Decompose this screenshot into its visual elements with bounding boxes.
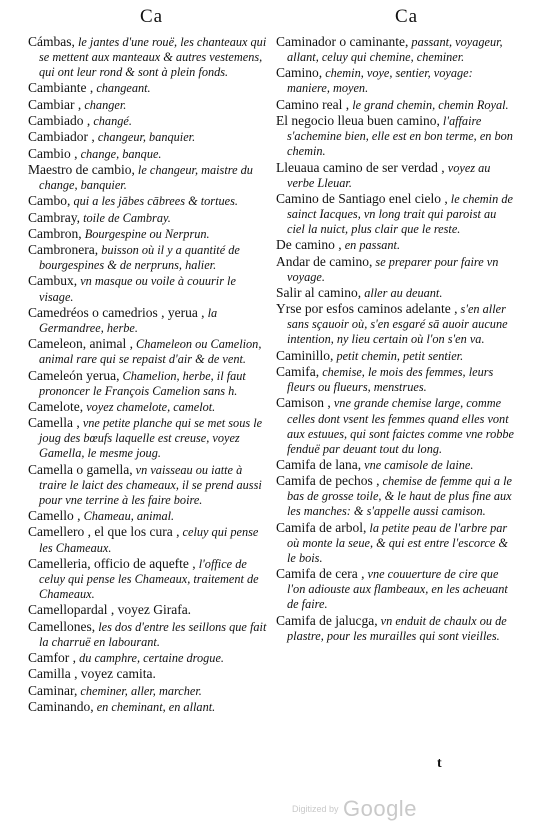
entry-headword: Caminillo, bbox=[276, 347, 334, 363]
entry-translation: se preparer pour faire vn voyage. bbox=[287, 254, 499, 284]
entry-headword: Cambronera, bbox=[28, 242, 99, 258]
entry-headword: Cambiar , bbox=[28, 96, 82, 112]
left-column bbox=[28, 34, 268, 715]
entry-translation: celuy qui pense les Chameaux. bbox=[39, 525, 259, 555]
entry-headword: Cambron, bbox=[28, 225, 82, 241]
dictionary-entry bbox=[276, 364, 514, 395]
dictionary-entry bbox=[28, 336, 268, 367]
dictionary-entry bbox=[276, 457, 514, 473]
entry-translation: l'office de celuy qui pense les Chameaux, traitement de Chameaux. bbox=[39, 556, 259, 602]
entry-headword: Camison , bbox=[276, 395, 331, 411]
right-column bbox=[276, 34, 514, 644]
dictionary-entry bbox=[28, 193, 268, 209]
entry-translation: les dos d'entre les seillons que fait la charruë en labourant. bbox=[39, 619, 267, 649]
dictionary-entry bbox=[276, 395, 514, 456]
entry-headword: Lleuaua camino de ser verdad , bbox=[276, 159, 445, 175]
entry-translation: changeur, banquier. bbox=[97, 130, 196, 145]
dictionary-entry bbox=[276, 34, 514, 65]
dictionary-entry bbox=[28, 399, 268, 415]
watermark-prefix: Digitized by bbox=[292, 804, 339, 814]
entry-translation: du camphre, certaine drogue. bbox=[79, 650, 224, 665]
entry-headword: Camino real , bbox=[276, 96, 350, 112]
entry-headword: Camelote, bbox=[28, 398, 84, 414]
dictionary-entry bbox=[276, 254, 514, 285]
dictionary-entry bbox=[276, 191, 514, 237]
dictionary-entry bbox=[28, 113, 268, 129]
entry-translation: vne petite planche qui se met sous le joug des bœufs laquelle est creuse, voyez Gamella, le mesme joug. bbox=[39, 416, 263, 461]
entry-headword: Cambiado , bbox=[28, 113, 91, 129]
entry-headword: Camifa de pechos , bbox=[276, 473, 380, 489]
dictionary-entry bbox=[28, 129, 268, 145]
dictionary-entry bbox=[28, 683, 268, 699]
entry-translation: toile de Cambray. bbox=[83, 210, 171, 225]
entry-headword: Camifa de lana, bbox=[276, 456, 362, 472]
entry-headword: Cameleón yerua, bbox=[28, 367, 120, 383]
dictionary-entry bbox=[28, 273, 268, 304]
entry-translation: Bourgespine ou Nerprun. bbox=[84, 226, 210, 241]
dictionary-entry bbox=[276, 301, 514, 347]
entry-headword: Camellopardal , voyez Girafa. bbox=[28, 602, 192, 618]
entry-headword: Camellero , el que los cura , bbox=[28, 524, 180, 540]
entry-translation: en passant. bbox=[344, 238, 401, 253]
dictionary-entry bbox=[28, 162, 268, 193]
dictionary-entry bbox=[28, 666, 268, 682]
dictionary-entry bbox=[28, 508, 268, 524]
entry-translation: la Germandree, herbe. bbox=[39, 305, 218, 335]
google-logo: Google bbox=[342, 796, 417, 821]
entry-headword: Cameleon, animal , bbox=[28, 336, 133, 352]
entry-headword: Cambo, bbox=[28, 193, 71, 209]
dictionary-entry bbox=[28, 650, 268, 666]
entry-translation: Chameau, animal. bbox=[83, 509, 175, 524]
dictionary-entry bbox=[28, 242, 268, 273]
dictionary-entry bbox=[276, 113, 514, 159]
entry-translation: vne couuerture de cire que l'on adiouste aux flambeaux, en les acheuant de faire. bbox=[287, 567, 508, 612]
entry-translation: voyez au verbe Lleuar. bbox=[287, 160, 491, 190]
entry-headword: Camelleria, officio de aquefte , bbox=[28, 555, 196, 571]
entry-translation: changé. bbox=[93, 114, 132, 129]
entry-translation: vn enduit de chaulx ou de plastre, pour les murailles qui sont vieilles. bbox=[287, 613, 507, 643]
dictionary-entry bbox=[28, 305, 268, 336]
entry-headword: Camifa, bbox=[276, 364, 320, 380]
dictionary-entry bbox=[28, 415, 268, 461]
entry-translation: Chameleon ou Camelion, animal rare qui se repaist d'air & de vent. bbox=[39, 337, 262, 367]
entry-headword: Cambux, bbox=[28, 273, 78, 289]
entry-headword: Andar de camino, bbox=[276, 253, 373, 269]
entry-translation: vne camisole de laine. bbox=[364, 457, 474, 472]
dictionary-entry bbox=[276, 566, 514, 612]
entry-translation: aller au deuant. bbox=[364, 286, 443, 300]
entry-translation: petit chemin, petit sentier. bbox=[336, 348, 464, 363]
entry-headword: Camino, bbox=[276, 65, 323, 81]
entry-translation: vn masque ou voile à couurir le visage. bbox=[39, 274, 236, 304]
running-head-left: Ca bbox=[140, 6, 164, 27]
dictionary-entry bbox=[28, 210, 268, 226]
dictionary-entry bbox=[28, 556, 268, 602]
entry-translation: la petite peau de l'arbre par où monte la seue, & qui est entre l'escorce & le bois. bbox=[287, 520, 508, 565]
dictionary-entry bbox=[276, 473, 514, 519]
dictionary-entry bbox=[28, 699, 268, 715]
entry-translation: vn vaisseau ou iatte à traire le laict des chameaux, il se prend aussi pour vne terrine à les faire boire. bbox=[39, 462, 262, 507]
dictionary-entry bbox=[276, 97, 514, 113]
entry-translation: en cheminant, en allant. bbox=[96, 699, 216, 714]
dictionary-entry bbox=[276, 65, 514, 96]
entry-headword: Camilla , voyez camita. bbox=[28, 666, 156, 682]
running-head-right: Ca bbox=[395, 6, 419, 27]
entry-headword: Cámbas, bbox=[28, 34, 75, 49]
entry-translation: qui a les jābes cābrees & tortues. bbox=[73, 194, 238, 209]
entry-translation: passant, voyageur, allant, celuy qui chemine, cheminer. bbox=[287, 35, 503, 65]
entry-headword: Cambray, bbox=[28, 209, 80, 225]
dictionary-entry bbox=[28, 80, 268, 96]
entry-translation: cheminer, aller, marcher. bbox=[80, 683, 202, 698]
entry-translation: l'affaire s'achemine bien, elle est en bon terme, en bon chemin. bbox=[287, 114, 513, 159]
entry-headword: Yrse por esfos caminos adelante , bbox=[276, 301, 458, 317]
entry-headword: Camifa de arbol, bbox=[276, 519, 367, 535]
dictionary-entry bbox=[276, 613, 514, 644]
entry-headword: Cambiador , bbox=[28, 129, 95, 145]
dictionary-entry bbox=[28, 368, 268, 399]
dictionary-entry bbox=[276, 285, 514, 301]
entry-translation: vne grande chemise large, comme celles dont vsent les femmes quand elles vont aux estuues, qui sont faictes comme vne robbe fenduë par deuant tout du long. bbox=[287, 396, 514, 456]
entry-headword: Camellones, bbox=[28, 618, 96, 634]
entry-translation: le changeur, maistre du change, banquier. bbox=[39, 162, 253, 192]
entry-translation: chemin, voye, sentier, voyage: maniere, moyen. bbox=[287, 66, 473, 96]
entry-translation: le chemin de sainct Iacques, vn long trait qui paroist au ciel la nuict, plus clair que le reste. bbox=[287, 191, 513, 237]
entry-headword: Camifa de cera , bbox=[276, 566, 365, 582]
dictionary-entry bbox=[28, 619, 268, 650]
dictionary-entry bbox=[28, 34, 268, 80]
entry-headword: Salir al camino, bbox=[276, 285, 362, 300]
dictionary-entry bbox=[276, 348, 514, 364]
dictionary-entry bbox=[276, 520, 514, 566]
dictionary-entry bbox=[276, 160, 514, 191]
entry-translation: buisson où il y a quantité de bourgespines & de nerpruns, halier. bbox=[39, 243, 240, 273]
dictionary-entry bbox=[28, 524, 268, 555]
entry-headword: De camino , bbox=[276, 237, 342, 253]
entry-headword: Camedréos o camedrios , yerua , bbox=[28, 304, 205, 320]
entry-headword: Camella , bbox=[28, 415, 80, 431]
entry-translation: le jantes d'une rouë, les chanteaux qui se mettent aux manteaux & autres vestemens, qui ont leur rond & sont à plein fonds. bbox=[39, 35, 267, 80]
entry-headword: Camino de Santiago enel cielo , bbox=[276, 190, 448, 206]
digitized-by-google-watermark bbox=[292, 796, 417, 822]
entry-headword: Camella o gamella, bbox=[28, 461, 133, 477]
entry-translation: le grand chemin, chemin Royal. bbox=[352, 97, 509, 112]
dictionary-entry bbox=[28, 602, 268, 618]
entry-headword: Cambiante , bbox=[28, 80, 94, 96]
entry-translation: chemise de femme qui a le bas de grosse toile, & le haut de plus fine aux les manches: & s'appelle aussi camison. bbox=[287, 474, 512, 519]
dictionary-entry bbox=[28, 226, 268, 242]
dictionary-entry bbox=[276, 237, 514, 253]
entry-headword: Maestro de cambio, bbox=[28, 161, 135, 177]
entry-translation: s'en aller sans sçauoir où, s'en esgaré sā auoir aucune intention, ny lieu certain où l'on s'en va. bbox=[287, 302, 508, 347]
dictionary-entry bbox=[28, 462, 268, 508]
entry-headword: Cambio , bbox=[28, 145, 78, 161]
entry-headword: El negocio lleua buen camino, bbox=[276, 113, 440, 129]
entry-translation: change, banque. bbox=[80, 146, 162, 161]
entry-headword: Caminando, bbox=[28, 698, 94, 714]
entry-headword: Camello , bbox=[28, 508, 81, 524]
entry-translation: chemise, le mois des femmes, leurs fleurs ou flueurs, menstrues. bbox=[287, 365, 494, 395]
dictionary-entry bbox=[28, 97, 268, 113]
entry-translation: voyez chamelote, camelot. bbox=[86, 399, 216, 414]
entry-translation: Chamelion, herbe, il faut prononcer le François Camelion sans h. bbox=[39, 368, 246, 398]
entry-headword: Caminar, bbox=[28, 682, 78, 698]
entry-headword: Caminador o caminante, bbox=[276, 34, 409, 49]
entry-headword: Camifa de jalucga, bbox=[276, 612, 378, 628]
entry-headword: Camfor , bbox=[28, 649, 76, 665]
entry-translation: changer. bbox=[84, 97, 127, 112]
dictionary-entry bbox=[28, 146, 268, 162]
catchword: t bbox=[437, 756, 442, 771]
entry-translation: changeant. bbox=[96, 81, 151, 96]
